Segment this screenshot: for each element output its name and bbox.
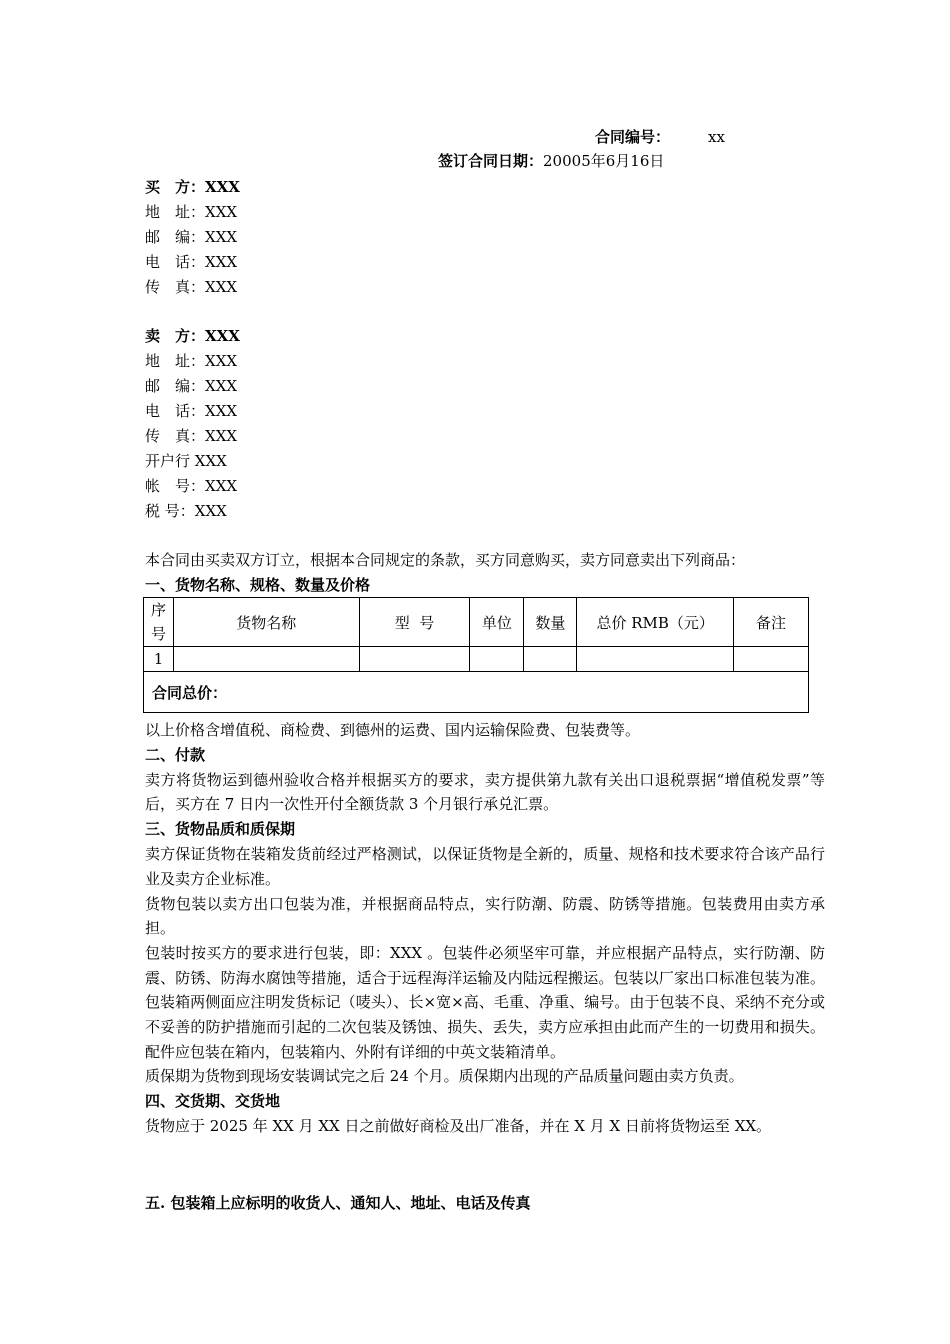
section5-block — [145, 1191, 825, 1216]
cell-unit — [470, 647, 524, 672]
cell-seq: 1 — [144, 647, 174, 672]
intro-text: 本合同由买卖双方订立，根据本合同规定的条款，买方同意购买，卖方同意卖出下列商品： — [145, 551, 746, 569]
buyer-info — [145, 175, 825, 300]
table-total-row — [144, 672, 809, 713]
section3-para-2: 货物包装以卖方出口包装为准，并根据商品特点，实行防潮、防震、防锈等措施。包装费用由卖方承担。 — [145, 894, 825, 938]
col-total: 总价 RMB（元） — [577, 598, 734, 647]
col-model: 型 号 — [359, 598, 470, 647]
col-unit: 单位 — [470, 598, 524, 647]
col-qty: 数量 — [524, 598, 577, 647]
seller-title: 卖 方：XXX — [145, 327, 240, 345]
section4-text: 货物应于 2025 年 XX 月 XX 日之前做好商检及出厂准备，并在 X 月 X 日前将货物运至 XX。 — [145, 1117, 772, 1136]
section4-heading: 四、交货期、交货地 — [145, 1092, 281, 1111]
section3-para-3: 包装时按买方的要求进行包装，即：XXX 。包装件必须坚牢可靠，并应根据产品特点，实行防潮、防震、防锈、防海水腐蚀等措施，适合于远程海洋运输及内陆远程搬运。包装以厂家出口标准包装为准。包装箱两侧面应注明发货标记（唛头）、长×宽×高、毛重、净重、编号。由于包装不良、采纳不充分或不妥善的防护措施而引起的二次包装及锈蚀、损失、丢失，卖方应承担由此而产生的一切费用和损失。配件应包装在箱内，包装箱内、外附有详细的中英文装箱清单。 — [145, 943, 825, 1061]
seller-bank: 开户行 XXX — [145, 452, 227, 470]
intro-block — [145, 548, 825, 598]
section2-text: 卖方将货物运到德州验收合格并根据买方的要求，卖方提供第九款有关出口退税票据“增值税发票”等后，买方在 7 日内一次性开付全额货款 3 个月银行承兑汇票。 — [145, 770, 825, 814]
seller-fax: 传 真：XXX — [145, 427, 238, 445]
cell-model — [359, 647, 470, 672]
table-row — [144, 647, 809, 672]
contract-number-value: xx — [708, 128, 725, 146]
cell-total — [577, 647, 734, 672]
sign-date-label: 签订合同日期： — [438, 152, 544, 170]
seller-postcode: 邮 编：XXX — [145, 377, 238, 395]
buyer-postcode: 邮 编：XXX — [145, 228, 238, 246]
buyer-address: 地 址：XXX — [145, 203, 238, 221]
seller-account: 帐 号：XXX — [145, 477, 238, 495]
seller-phone: 电 话：XXX — [145, 402, 238, 420]
contract-number — [595, 127, 725, 147]
section5-heading: 五. 包装箱上应标明的收货人、通知人、地址、电话及传真 — [145, 1194, 531, 1212]
section3-para-4: 质保期为货物到现场安装调试完之后 24 个月。质保期内出现的产品质量问题由卖方负责。 — [145, 1067, 744, 1086]
seller-address: 地 址：XXX — [145, 352, 238, 370]
seller-info — [145, 324, 825, 524]
seller-tax-id: 税 号：XXX — [145, 502, 227, 520]
buyer-fax: 传 真：XXX — [145, 278, 238, 296]
buyer-phone: 电 话：XXX — [145, 253, 238, 271]
sign-date-value: 20005年6月16日 — [543, 152, 665, 170]
col-seq: 序 号 — [144, 598, 174, 647]
price-note: 以上价格含增值税、商检费、到德州的运费、国内运输保险费、包装费等。 — [145, 721, 641, 739]
col-remark: 备注 — [734, 598, 809, 647]
contract-number-label: 合同编号： — [595, 128, 671, 146]
section2-heading: 二、付款 — [145, 745, 206, 764]
cell-qty — [524, 647, 577, 672]
buyer-title: 买 方：XXX — [145, 178, 240, 196]
table-header-row — [144, 598, 809, 647]
contract-total-label: 合同总价： — [144, 672, 809, 713]
cell-remark — [734, 647, 809, 672]
cell-name — [173, 647, 359, 672]
section3-heading: 三、货物品质和质保期 — [145, 820, 296, 839]
goods-table — [143, 597, 809, 713]
col-name: 货物名称 — [173, 598, 359, 647]
contract-body — [145, 718, 825, 1139]
sign-date — [438, 151, 664, 171]
section3-para-1: 卖方保证货物在装箱发货前经过严格测试，以保证货物是全新的，质量、规格和技术要求符合该产品行业及卖方企业标准。 — [145, 845, 825, 888]
section1-heading: 一、货物名称、规格、数量及价格 — [145, 576, 371, 594]
